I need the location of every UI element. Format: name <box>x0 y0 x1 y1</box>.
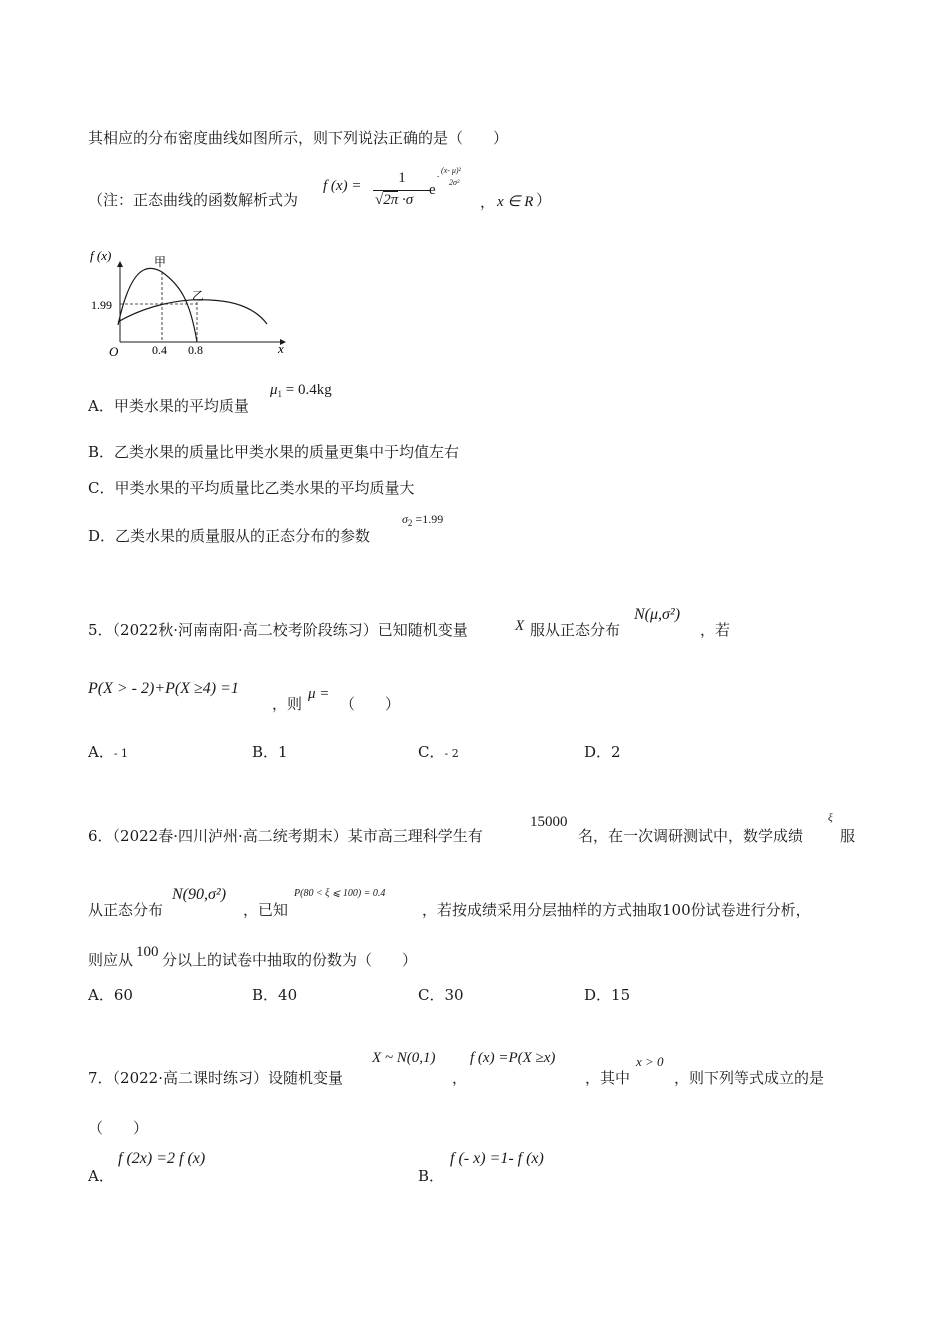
q7-option-a-letter[interactable]: A． <box>88 1167 114 1185</box>
question-stem-line: 其相应的分布密度曲线如图所示，则下列说法正确的是（ ） <box>88 129 509 147</box>
q7-text-3: ，则下列等式成立的是 <box>674 1069 825 1087</box>
y-tick-label: 1.99 <box>91 298 112 312</box>
option-c[interactable]: C．甲类水果的平均质量比乙类水果的平均质量大 <box>88 479 415 497</box>
x-tick-label-2: 0.8 <box>188 343 203 357</box>
option-d-math: $\sigma_2 =1.99$ <box>402 512 444 528</box>
q7-condition: x > 0 <box>636 1054 664 1069</box>
q5-text-2: 服从正态分布 <box>530 621 621 639</box>
domain-math: x ∈ R <box>497 194 534 210</box>
question-7-line-1: 7．（2022·高二课时练习）设随机变量 <box>88 1069 344 1087</box>
density-curve-figure <box>85 240 300 365</box>
q7-text-2: ，其中 <box>585 1069 631 1087</box>
option-d[interactable]: D．乙类水果的质量服从的正态分布的参数 <box>88 527 371 545</box>
q5-option-d[interactable]: D．2 <box>584 743 621 761</box>
note-prefix: （注：正态曲线的函数解析式为 <box>88 191 299 209</box>
q6-option-c[interactable]: C．30 <box>418 986 464 1004</box>
question-5-line-1: 5．（2022秋·河南南阳·高二校考阶段练习）已知随机变量 <box>88 621 468 639</box>
q6-option-a[interactable]: A．60 <box>88 986 133 1004</box>
q5-condition: P(X > - 2)+P(X ≥4) =1 <box>88 680 239 697</box>
x-axis-label: x <box>278 341 284 356</box>
note-suffix: ） <box>536 191 552 209</box>
note-separator: ， <box>480 193 496 211</box>
q7-separator: ， <box>452 1069 468 1087</box>
question-6-line-1: 6．（2022春·四川泸州·高二统考期末）某市高三理科学生有 <box>88 827 483 845</box>
q5-text-4: ，则 <box>272 695 303 713</box>
origin-label: O <box>109 344 119 359</box>
q6-text-4: 从正态分布 <box>88 901 164 919</box>
curve-yi-label: 乙 <box>192 289 205 303</box>
q6-option-b[interactable]: B．40 <box>252 986 298 1004</box>
q6-text-3: 服 <box>840 827 856 845</box>
q6-text-6: ，若按成绩采用分层抽样的方式抽取100份试卷进行分析， <box>422 901 811 919</box>
q6-distribution: N(90,σ²) <box>172 886 227 903</box>
option-b[interactable]: B．乙类水果的质量比甲类水果的质量更集中于均值左右 <box>88 443 460 461</box>
q6-option-d[interactable]: D．15 <box>584 986 631 1004</box>
q7-variable: X ~ N(0,1) <box>372 1050 436 1066</box>
y-axis-label: f (x) <box>90 248 112 263</box>
q6-variable: ξ <box>828 812 833 824</box>
q7-option-b-letter[interactable]: B． <box>418 1167 445 1185</box>
q7-option-a-math: f (2x) =2 f (x) <box>118 1150 206 1167</box>
q5-option-c[interactable]: C．- 2 <box>418 743 459 761</box>
q6-count: 15000 <box>530 814 568 830</box>
q5-option-a[interactable]: A．- 1 <box>88 743 129 761</box>
q5-variable: X <box>515 618 525 634</box>
q6-score: 100 <box>136 944 159 960</box>
q6-text-5: ，已知 <box>243 901 289 919</box>
option-a[interactable]: A．甲类水果的平均质量 <box>88 397 249 415</box>
q5-mu: μ = <box>308 686 330 702</box>
q6-text-7: 则应从 <box>88 951 134 969</box>
q6-probability: P(80 < ξ ⩽ 100) = 0.4 <box>294 888 386 899</box>
x-tick-label-1: 0.4 <box>152 343 167 357</box>
q6-text-8: 分以上的试卷中抽取的份数为（ ） <box>162 951 418 969</box>
q7-function: f (x) =P(X ≥x) <box>470 1050 556 1066</box>
curve-jia-label: 甲 <box>154 255 167 269</box>
q5-distribution: N(μ,σ²) <box>634 606 681 623</box>
q7-answer-blank: （ ） <box>88 1119 149 1137</box>
q7-option-b-math: f (- x) =1- f (x) <box>450 1150 544 1167</box>
q6-text-2: 名，在一次调研测试中，数学成绩 <box>578 827 804 845</box>
q5-option-b[interactable]: B．1 <box>252 743 288 761</box>
option-a-math: $\mu_1 = 0.4kg$ <box>270 382 332 399</box>
q5-answer-blank: （ ） <box>340 695 401 713</box>
q5-text-3: ，若 <box>700 621 731 639</box>
